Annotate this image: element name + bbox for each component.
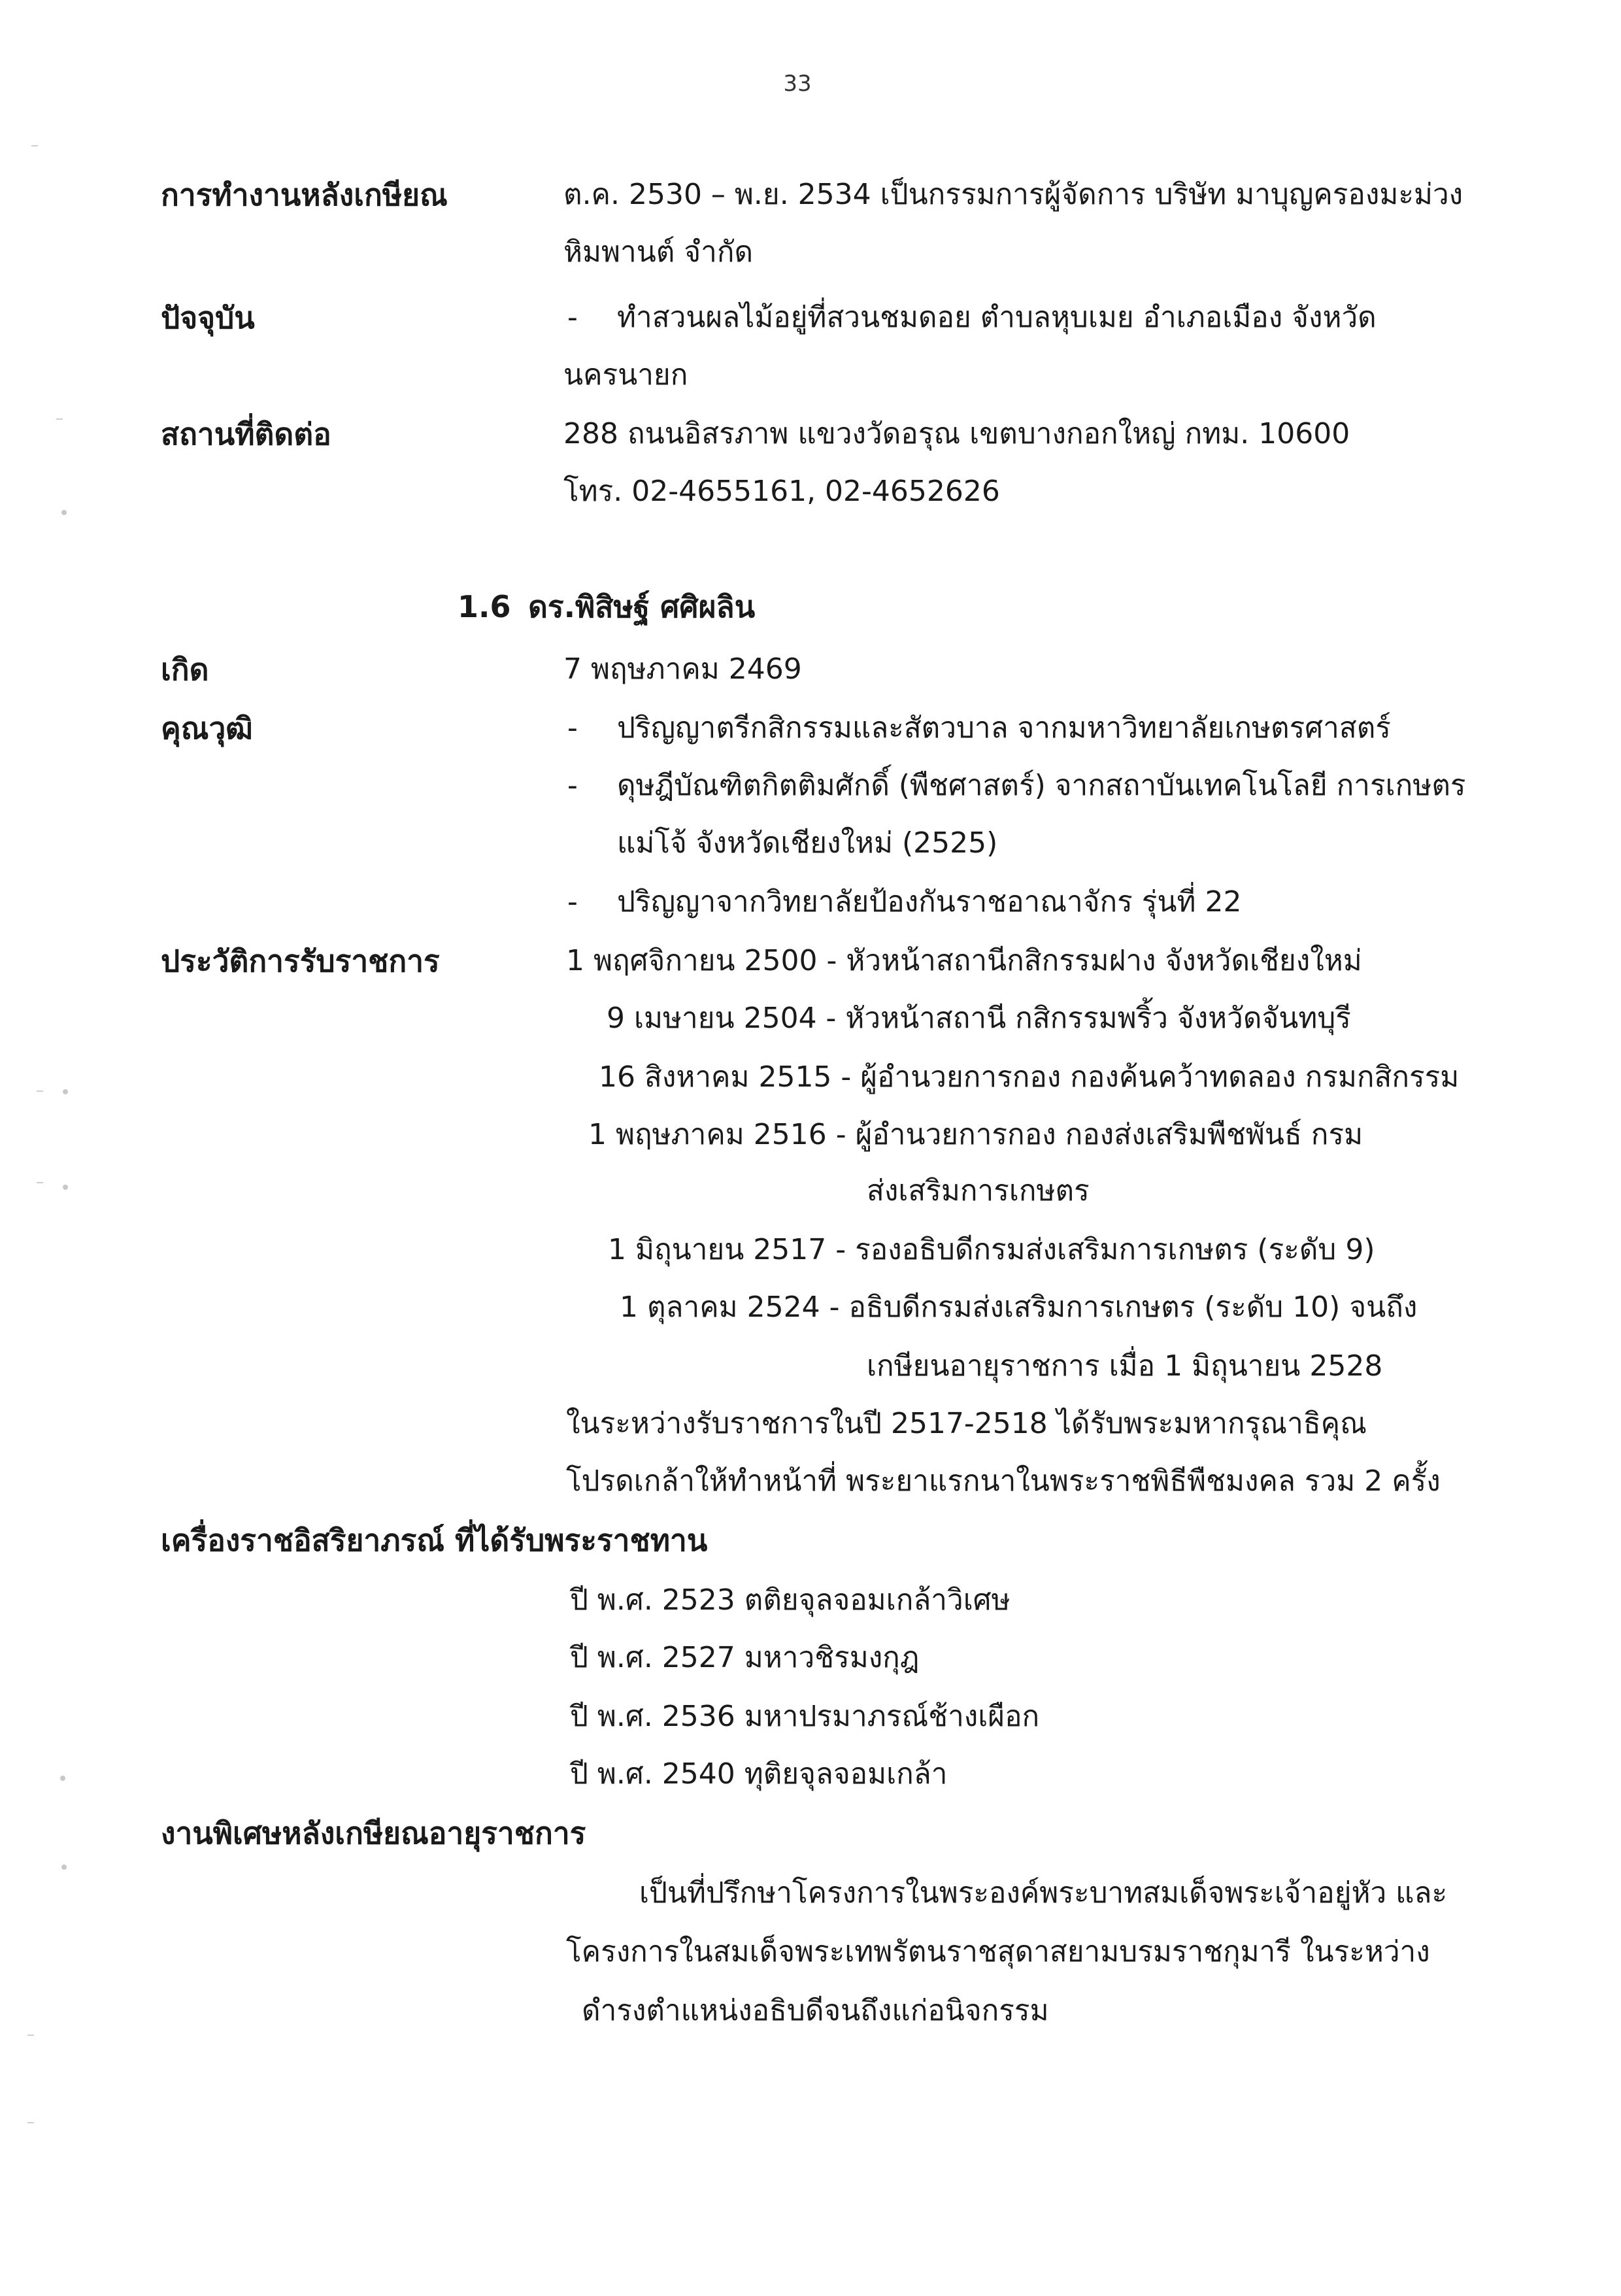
born-value: 7 พฤษภาคม 2469 [563, 652, 802, 686]
current-line: นครนายก [563, 358, 688, 392]
bullet-dash: - [567, 711, 578, 745]
scan-speck [63, 1089, 68, 1094]
career-entry: ส่งเสริมการเกษตร [867, 1174, 1090, 1207]
decoration-item: ปี พ.ศ. 2527 มหาวชิรมงกุฎ [570, 1641, 920, 1674]
bullet-dash: - [567, 885, 578, 919]
scan-mark [31, 145, 38, 146]
career-entry: 1 ตุลาคม 2524 - อธิบดีกรมส่งเสริมการเกษตร (ระดับ 10) จนถึง [620, 1291, 1418, 1324]
special-work-line: โครงการในสมเด็จพระเทพรัตนราชสุดาสยามบรมราชกุมารี ในระหว่าง [566, 1935, 1430, 1968]
page-number: 33 [783, 71, 812, 97]
qualification-item: แม่โจ้ จังหวัดเชียงใหม่ (2525) [617, 826, 998, 860]
career-label: ประวัติการรับราชการ [161, 943, 440, 979]
ceremony-line: ในระหว่างรับราชการในปี 2517-2518 ได้รับพระมหากรุณาธิคุณ [566, 1407, 1367, 1440]
scan-mark [37, 1182, 43, 1183]
qualification-item: ปริญญาจากวิทยาลัยป้องกันราชอาณาจักร รุ่นที่ 22 [617, 885, 1242, 919]
decoration-item: ปี พ.ศ. 2523 ตติยจุลจอมเกล้าวิเศษ [570, 1583, 1011, 1617]
bullet-dash: - [567, 769, 578, 802]
post-retirement-line: ต.ค. 2530 – พ.ย. 2534 เป็นกรรมการผู้จัดการ บริษัท มาบุญครองมะม่วง [563, 178, 1463, 211]
scan-mark [27, 2034, 34, 2036]
born-label: เกิด [161, 652, 209, 687]
contact-address: 288 ถนนอิสรภาพ แขวงวัดอรุณ เขตบางกอกใหญ่ กทม. 10600 [563, 417, 1350, 450]
career-entry: เกษียนอายุราชการ เมื่อ 1 มิถุนายน 2528 [867, 1349, 1383, 1383]
current-label: ปัจจุบัน [161, 300, 255, 335]
scan-speck [61, 1865, 67, 1870]
career-entry: 16 สิงหาคม 2515 - ผู้อำนวยการกอง กองค้นคว้าทดลอง กรมกสิกรรม [599, 1060, 1460, 1094]
special-work-label: งานพิเศษหลังเกษียณอายุราชการ [161, 1815, 586, 1851]
contact-phone: โทร. 02-4655161, 02-4652626 [563, 475, 1000, 508]
scan-speck [61, 510, 67, 515]
current-line: ทำสวนผลไม้อยู่ที่สวนชมดอย ตำบลหุบเมย อำเภอเมือง จังหวัด [617, 301, 1377, 334]
post-retirement-label: การทำงานหลังเกษียณ [161, 177, 448, 212]
contact-label: สถานที่ติดต่อ [161, 416, 331, 452]
scan-mark [27, 2122, 34, 2123]
section-heading: ดร.พิสิษฐ์ ศศิผลิน [528, 589, 756, 624]
scan-mark [56, 418, 63, 420]
special-work-line: ดำรงตำแหน่งอธิบดีจนถึงแก่อนิจกรรม [582, 1994, 1049, 2027]
career-entry: 1 พฤษภาคม 2516 - ผู้อำนวยการกอง กองส่งเสริมพืชพันธ์ กรม [588, 1118, 1363, 1151]
ceremony-line: โปรดเกล้าให้ทำหน้าที่ พระยาแรกนาในพระราชพิธีพืชมงคล รวม 2 ครั้ง [566, 1464, 1441, 1498]
qualification-item: ดุษฎีบัณฑิตกิตติมศักดิ์ (พืชศาสตร์) จากสถาบันเทคโนโลยี การเกษตร [617, 769, 1466, 802]
scan-mark [37, 1090, 43, 1092]
section-number: 1.6 [458, 589, 511, 624]
scan-speck [60, 1776, 65, 1781]
decorations-label: เครื่องราชอิสริยาภรณ์ ที่ได้รับพระราชทาน [161, 1523, 708, 1558]
special-work-line: เป็นที่ปรึกษาโครงการในพระองค์พระบาทสมเด็จพระเจ้าอยู่หัว และ [639, 1876, 1448, 1910]
career-entry: 1 พฤศจิกายน 2500 - หัวหน้าสถานีกสิกรรมฝาง จังหวัดเชียงใหม่ [566, 944, 1362, 977]
bullet-dash: - [567, 301, 578, 334]
career-entry: 9 เมษายน 2504 - หัวหน้าสถานี กสิกรรมพริ้ว จังหวัดจันทบุรี [607, 1002, 1351, 1035]
qualification-item: ปริญญาตรีกสิกรรมและสัตวบาล จากมหาวิทยาลัยเกษตรศาสตร์ [617, 711, 1391, 745]
career-entry: 1 มิถุนายน 2517 - รองอธิบดีกรมส่งเสริมการเกษตร (ระดับ 9) [608, 1233, 1375, 1266]
scan-speck [63, 1185, 68, 1190]
post-retirement-line: หิมพานต์ จำกัด [563, 235, 754, 269]
decoration-item: ปี พ.ศ. 2536 มหาปรมาภรณ์ช้างเผือก [570, 1700, 1040, 1733]
decoration-item: ปี พ.ศ. 2540 ทุติยจุลจอมเกล้า [570, 1757, 948, 1791]
qualifications-label: คุณวุฒิ [161, 711, 253, 746]
